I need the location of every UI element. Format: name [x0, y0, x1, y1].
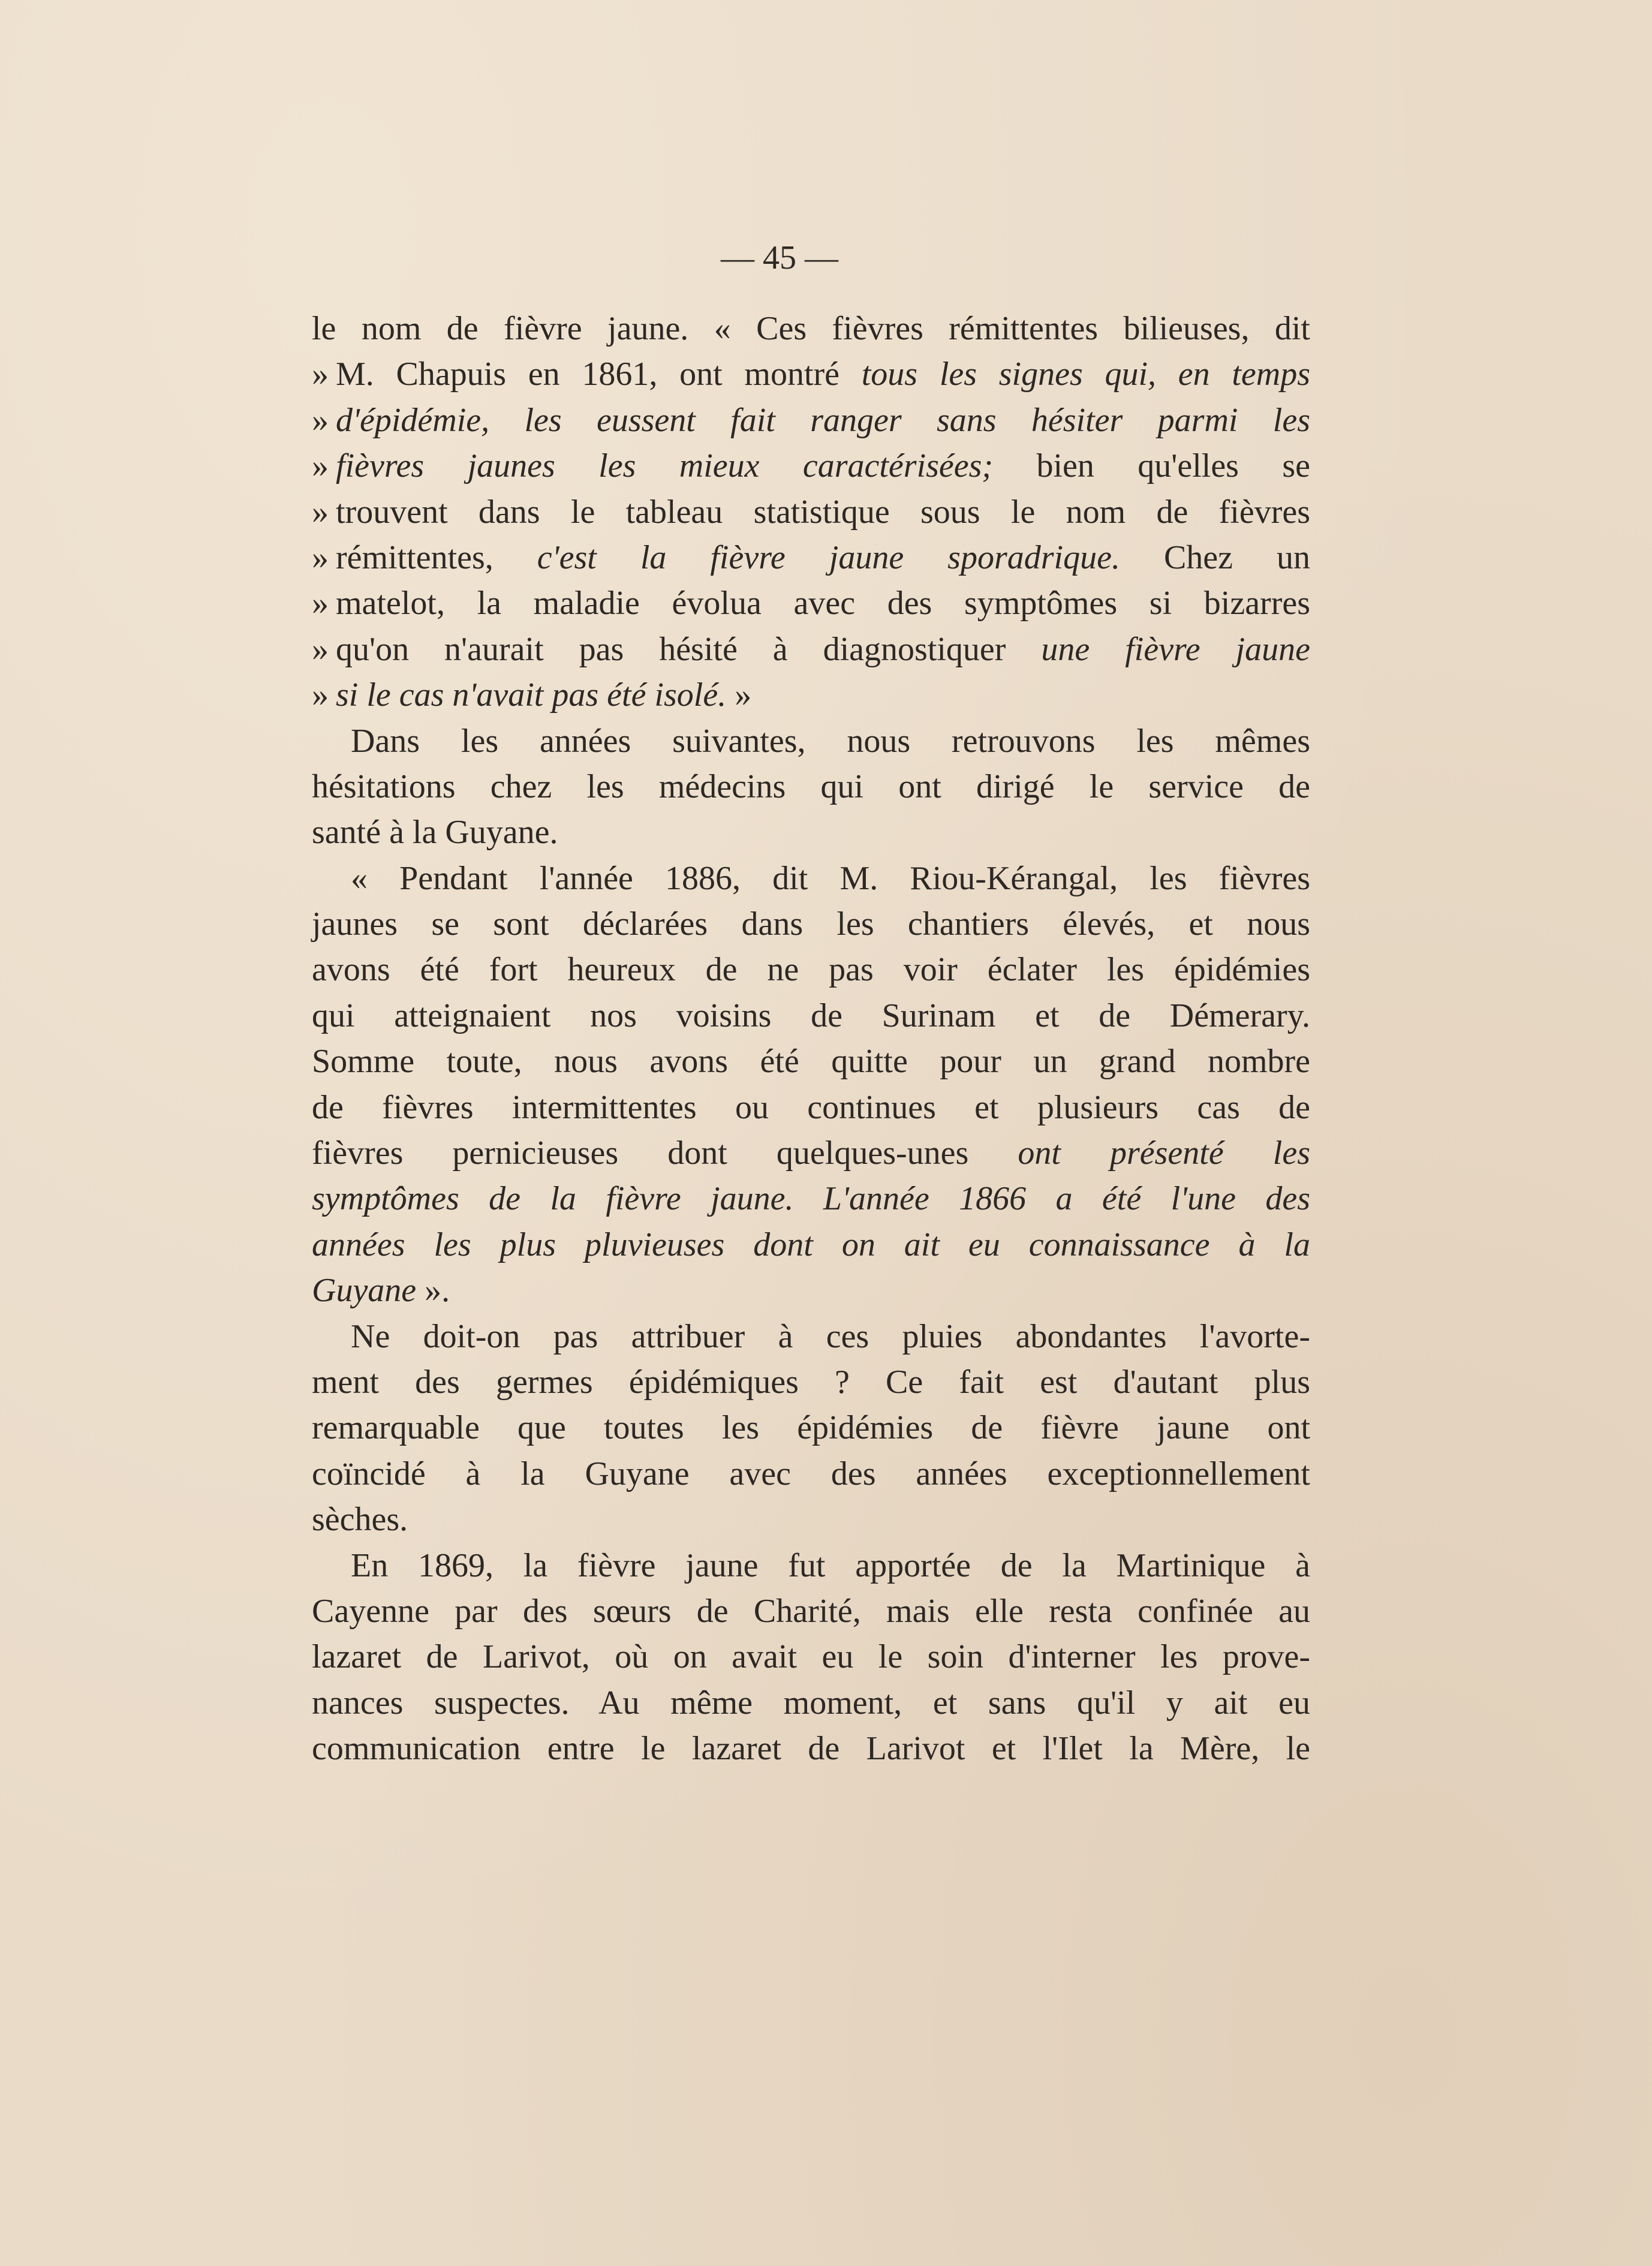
text-line [312, 856, 1310, 901]
text-line [312, 1497, 1310, 1542]
text-line [312, 1268, 1310, 1313]
text-line [312, 443, 1310, 489]
text-line [312, 993, 1310, 1039]
italic-text: d'épidémie, les eussent fait ranger sans hésiter parmi les [336, 401, 1310, 439]
text-segment: » [726, 676, 752, 714]
text-segment: bien qu'elles se [993, 447, 1311, 485]
text-line [312, 901, 1310, 947]
page-number: — 45 — [721, 239, 838, 276]
text-line [312, 489, 1310, 535]
text-line [312, 1451, 1310, 1497]
text-line [312, 1634, 1310, 1680]
italic-text: une fièvre jaune [1041, 630, 1311, 668]
quote-mark: » [312, 630, 329, 668]
text-segment: « Pendant l'année 1886, dit M. Riou-Kérangal, les fièvres [351, 859, 1310, 897]
text-segment: ». [416, 1272, 450, 1310]
text-segment: communication entre le lazaret de Larivot et l'Ilet la Mère, le [312, 1730, 1310, 1768]
text-line [312, 1222, 1310, 1268]
text-line [312, 351, 1310, 397]
text-segment: de fièvres intermittentes ou continues et plusieurs cas de [312, 1088, 1310, 1126]
text-segment: qui atteignaient nos voisins de Surinam et de Démerary. [312, 997, 1310, 1034]
text-segment: rémittentes, [336, 538, 537, 576]
text-line [312, 306, 1310, 351]
text-segment: hésitations chez les médecins qui ont dirigé le service de [312, 768, 1310, 805]
quote-mark: » [312, 538, 329, 576]
text-line [312, 1314, 1310, 1359]
text-segment: matelot, la maladie évolua avec des symptômes si bizarres [336, 585, 1310, 622]
text-line [312, 672, 1310, 718]
text-segment: Dans les années suivantes, nous retrouvons les mêmes [351, 722, 1310, 760]
text-segment: santé à la Guyane. [312, 814, 558, 851]
text-segment: coïncidé à la Guyane avec des années exceptionnellement [312, 1455, 1310, 1492]
text-line [312, 1085, 1310, 1130]
text-segment: Ne doit-on pas attribuer à ces pluies abondantes l'avorte- [351, 1317, 1310, 1355]
text-segment: M. Chapuis en 1861, ont montré [336, 356, 862, 393]
text-segment: remarquable que toutes les épidémies de fièvre jaune ont [312, 1409, 1310, 1447]
text-line [312, 1176, 1310, 1221]
text-line [312, 580, 1310, 626]
italic-text: Guyane [312, 1272, 417, 1310]
italic-text: fièvres jaunes les mieux caractérisées; [336, 447, 994, 485]
text-segment: En 1869, la fièvre jaune fut apportée de la Martinique à [351, 1546, 1310, 1584]
text-line [312, 535, 1310, 580]
text-segment: trouvent dans le tableau statistique sous le nom de fièvres [336, 493, 1310, 531]
text-line [312, 718, 1310, 764]
text-segment: fièvres pernicieuses dont quelques-unes [312, 1134, 1018, 1172]
text-line [312, 1588, 1310, 1634]
quote-mark: » [312, 356, 329, 393]
text-segment: le nom de fièvre jaune. « Ces fièvres rémittentes bilieuses, dit [312, 310, 1310, 347]
quote-mark: » [312, 447, 329, 485]
quote-mark: » [312, 401, 329, 439]
italic-text: c'est la fièvre jaune sporadrique. [537, 538, 1120, 576]
body-text [312, 306, 1310, 1772]
text-segment: avons été fort heureux de ne pas voir éclater les épidémies [312, 951, 1310, 989]
text-segment: qu'on n'aurait pas hésité à diagnostiquer [336, 630, 1042, 668]
text-segment: jaunes se sont déclarées dans les chantiers élevés, et nous [312, 905, 1310, 943]
text-line [312, 1359, 1310, 1405]
text-line [312, 1726, 1310, 1771]
italic-text: si le cas n'avait pas été isolé. [336, 676, 727, 714]
quote-mark: » [312, 585, 329, 622]
text-line [312, 398, 1310, 443]
text-line [312, 1039, 1310, 1084]
text-segment: Somme toute, nous avons été quitte pour un grand nombre [312, 1043, 1310, 1081]
quote-mark: » [312, 676, 329, 714]
text-line [312, 809, 1310, 855]
italic-text: tous les signes qui, en temps [861, 356, 1311, 393]
text-segment: nances suspectes. Au même moment, et sans qu'il y ait eu [312, 1684, 1310, 1722]
text-line [312, 1130, 1310, 1176]
text-line [312, 947, 1310, 992]
text-segment: Chez un [1120, 538, 1311, 576]
text-segment: Cayenne par des sœurs de Charité, mais elle resta confinée au [312, 1592, 1310, 1630]
italic-text: années les plus pluvieuses dont on ait eu connaissance à la [312, 1226, 1310, 1263]
italic-text: symptômes de la fièvre jaune. L'année 1866 a été l'une des [312, 1180, 1310, 1218]
text-line [312, 1405, 1310, 1451]
italic-text: ont présenté les [1018, 1134, 1310, 1172]
quote-mark: » [312, 493, 329, 531]
text-line [312, 1543, 1310, 1588]
text-segment: lazaret de Larivot, où on avait eu le soin d'interner les prove- [312, 1638, 1310, 1676]
text-segment: ment des germes épidémiques ? Ce fait est d'autant plus [312, 1363, 1310, 1401]
text-segment: sèches. [312, 1501, 408, 1539]
text-line [312, 627, 1310, 672]
text-line [312, 764, 1310, 809]
text-line [312, 1680, 1310, 1726]
